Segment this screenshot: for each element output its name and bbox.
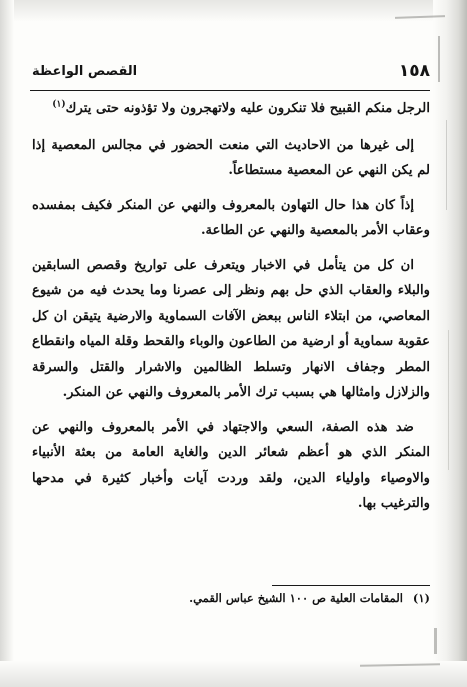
scan-mark — [438, 36, 440, 82]
scan-mark — [446, 120, 447, 210]
running-title: القصص الواعظة — [32, 64, 138, 79]
page-header — [32, 60, 430, 86]
header-rule — [30, 90, 430, 91]
scan-mark — [448, 330, 449, 470]
paragraph — [32, 96, 430, 122]
scan-shadow-right — [433, 0, 467, 687]
footnote — [32, 588, 430, 608]
paragraph: ان كل من يتأمل في الاخبار ويتعرف على تواريخ وقصص السابقين والبلاء والعقاب الذي حل بهم ونظر إلى عصرنا وما يحدث فيه من شيوع المعاصي، من ابتلاء الناس ببعض الآفات السماوية والارضية يتيقن ان كل عقوبة سماوية أو ارضية من الطاعون والوباء والقحط وقلة المياه وانقطاع المطر وجفاف الانهار وتسلط الظالمين والاشرار والقتل والسرقة والزلازل وامثالها هي بسبب ترك الأمر بالمعروف والنهي عن المنكر. — [31, 257, 430, 400]
footnote-rule — [272, 585, 430, 586]
body-text — [32, 96, 430, 526]
paragraph: ضد هذه الصفة، السعي والاجتهاد في الأمر بالمعروف والنهي عن المنكر الذي هو أعظم شعائر الدين والغاية العامة من بعثة الأنبياء والاوصياء واولياء الدين، ولقد وردت آيات وأخبار كثيرة في مدحها والترغيب بها. — [32, 419, 430, 511]
scan-shadow-left — [0, 0, 14, 687]
scan-mark — [434, 628, 437, 654]
paragraph: إذاً كان هذا حال التهاون بالمعروف والنهي عن المنكر فكيف بمفسده وعقاب الأمر بالمعصية والنهي عن الطاعة. — [32, 197, 430, 238]
footnote-marker: (١) — [412, 591, 430, 605]
paragraph-text: الرجل منكم القبيح فلا تنكرون عليه ولاتهجرون ولا تؤذونه حتى يترك — [65, 101, 430, 116]
footnote-reference: (١) — [52, 99, 66, 110]
page-number: ١٥٨ — [398, 61, 430, 81]
paragraph: إلى غيرها من الاحاديث التي منعت الحضور في مجالس المعصية إذا لم يكن النهي عن المعصية مستطاعاً. — [32, 137, 430, 178]
footnote-text: المقامات العلية ص ١٠٠ الشيخ عباس القمي. — [189, 591, 403, 605]
